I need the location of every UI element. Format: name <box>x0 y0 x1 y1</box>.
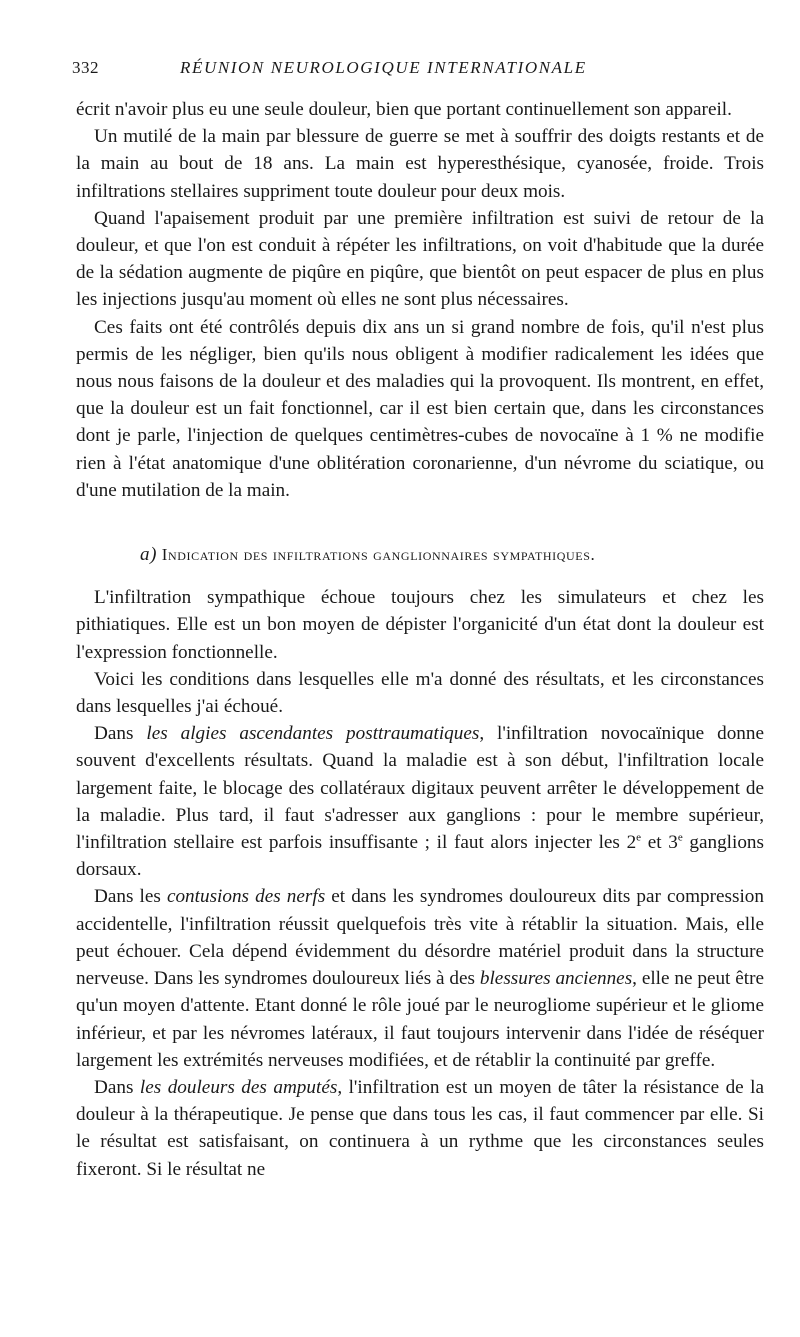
running-title: RÉUNION NEUROLOGIQUE INTERNATIONALE <box>180 58 587 77</box>
text-run: Dans <box>94 723 147 745</box>
section-heading <box>76 541 764 568</box>
paragraph: Quand l'apaisement produit par une première infiltration est suivi de retour de la douleur, et que l'on est conduit à répéter les infiltrations, on voit d'habitude que la durée de la sédation augmente de piqûre en piqûre, que bientôt on peut espacer de plus en plus les injections jusqu'au moment où elles ne sont plus nécessaires. <box>76 207 764 311</box>
spacer <box>76 504 764 510</box>
paragraph: Ces faits ont été contrôlés depuis dix ans un si grand nombre de fois, qu'il n'est plus permis de les négliger, bien qu'ils nous obligent à modifier radicalement les idées que nous nous faisons de la douleur et des maladies qui la provoquent. Ils montrent, en effet, que la douleur est un fait fonctionnel, car il est bien certain que, dans les circonstances dont je parle, l'injection de quelques centimètres-cubes de novocaïne à 1 % ne modifie rien à l'état anatomique d'une oblitération coronarienne, d'un névrome du sciatique, ou d'une mutilation de la main. <box>76 316 764 501</box>
italic-phrase: contusions des nerfs <box>166 886 326 908</box>
section-title: Indication des infiltrations ganglionnaires sympathiques. <box>161 545 596 565</box>
italic-phrase: les douleurs des amputés <box>139 1076 338 1098</box>
ordinal-superscript: e <box>636 831 642 844</box>
text-run: , elle ne peut être qu'un moyen d'attente. Etant donné le rôle joué par le neurogliome supérieur et le gliome inférieur, et par les névromes latéraux, il faut toujours intervenir dans l'idée de réséquer largement les extrémités nerveuses modifiées, et de rétablir la continuité par greffe. <box>76 968 764 1071</box>
italic-phrase: blessures anciennes <box>479 968 633 990</box>
paragraph: Un mutilé de la main par blessure de guerre se met à souffrir des doigts restants et de la main au bout de 18 ans. La main est hyperesthésique, cyanosée, froide. Trois infiltrations stellaires suppriment toute douleur pour deux mois. <box>76 126 764 202</box>
page-number: 332 <box>72 58 99 77</box>
paragraph-continued: écrit n'avoir plus eu une seule douleur, bien que portant continuellement son appareil. <box>76 99 732 120</box>
paragraph: L'infiltration sympathique échoue toujours chez les simulateurs et chez les pithiatiques. Elle est un bon moyen de dépister l'organicité d'un état dont la douleur est l'expression fonctionnelle. <box>76 587 764 663</box>
text-run: , l'infiltration novocaïnique donne souvent d'excellents résultats. Quand la maladie est à son début, l'infiltration locale largement faite, le blocage des collatéraux digitaux peuvent arrêter le développement de la maladie. Plus tard, il faut s'adresser aux ganglions : pour le membre supérieur, l'infiltration stellaire est parfois insuffisante ; il faut alors injecter les 2 <box>76 723 765 854</box>
running-head <box>72 58 772 86</box>
text-run: ganglions dorsaux. <box>76 832 764 881</box>
paragraph-contusions <box>76 883 764 1073</box>
text-run: , l'infiltration est un moyen de tâter la résistance de la douleur à la thérapeutique. Je pense que dans tous les cas, il faut commencer par elle. Si le résultat est satisfaisant, on continuera à un rythme que les circonstances seules fixeront. Si le résultat ne <box>76 1076 765 1180</box>
text-run: et dans les syndromes douloureux dits par compression accidentelle, l'infiltration réussit quelquefois très vite à rétablir la situation. Mais, elle peut échouer. Cela dépend évidemment du désordre matériel produit dans la structure nerveuse. Dans les syndromes douloureux liés à des <box>76 886 764 990</box>
paragraph-amputes <box>76 1074 764 1183</box>
text-run: Dans les <box>94 886 167 908</box>
text-run: Dans <box>94 1076 140 1098</box>
body-text <box>76 96 764 1183</box>
italic-phrase: les algies ascendantes posttraumatiques <box>146 723 480 745</box>
paragraph: Voici les conditions dans lesquelles elle m'a donné des résultats, et les circonstances dans lesquelles j'ai échoué. <box>76 668 764 718</box>
text-run: et 3 <box>641 832 678 854</box>
paragraph-algies <box>76 720 764 883</box>
section-letter: a) <box>140 544 158 566</box>
ordinal-superscript: e <box>677 831 683 844</box>
